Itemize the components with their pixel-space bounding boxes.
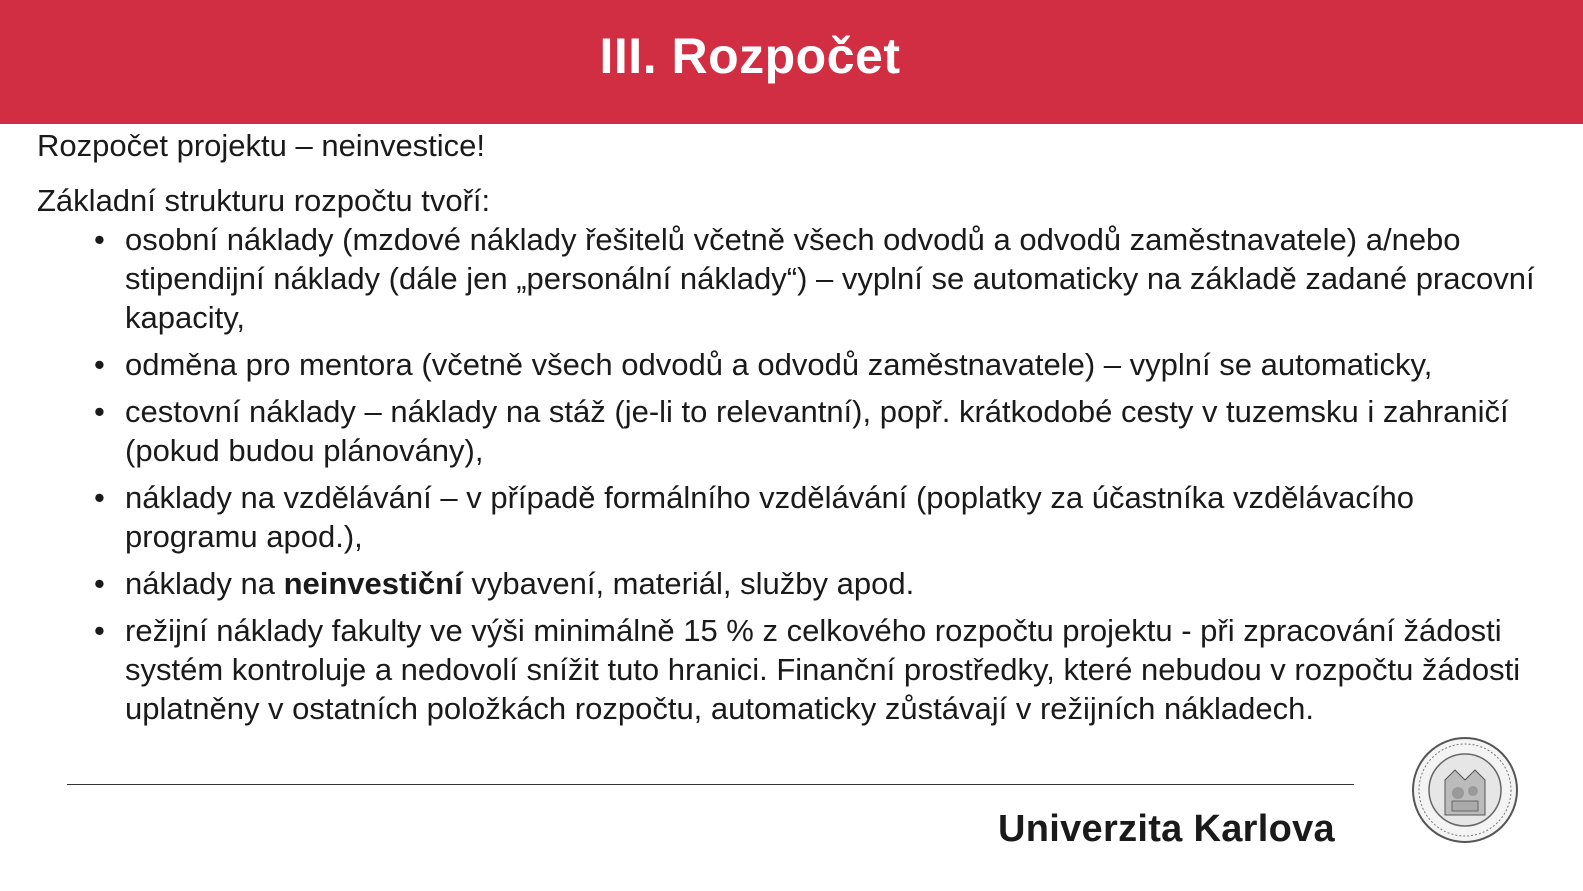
list-item-text: cestovní náklady – náklady na stáž (je-li to relevantní), popř. krátkodobé cesty v tuzemsku i zahraničí (pokud budou plánovány), [125,394,1509,468]
list-item [94,345,1537,384]
list-item-text-before: náklady na [125,566,284,601]
list-item [94,392,1537,470]
slide-title: III. Rozpočet [599,28,901,84]
bullet-icon: • [94,480,105,515]
list-item [94,478,1537,556]
bullet-icon: • [94,613,105,648]
list-item [94,220,1537,337]
list-item-text: náklady na vzdělávání – v případě formálního vzdělávání (poplatky za účastníka vzdělávacího programu apod.), [125,480,1414,554]
list-item-text: odměna pro mentora (včetně všech odvodů a odvodů zaměstnavatele) – vyplní se automaticky, [125,347,1433,382]
bullet-icon: • [94,222,105,257]
budget-items-list [37,220,1537,728]
bullet-icon: • [94,566,105,601]
university-name: Univerzita Karlova [998,808,1335,850]
header-bar [0,0,1583,124]
structure-heading: Základní strukturu rozpočtu tvoří: [37,183,491,218]
list-item-text-after: vybavení, materiál, služby apod. [462,566,915,601]
university-seal-icon [1410,735,1520,845]
footer-divider [67,784,1354,785]
list-item [94,611,1537,728]
bullet-icon: • [94,394,105,429]
list-item-text: režijní náklady fakulty ve výši minimálně 15 % z celkového rozpočtu projektu - při zpracování žádosti systém kontroluje a nedovolí snížit tuto hranici. Finanční prostředky, které nebudou v rozpočtu žádosti uplatněny v ostatních položkách rozpočtu, automaticky zůstávají v režijních nákladech. [125,613,1521,726]
list-item [94,564,1537,603]
bullet-icon: • [94,347,105,382]
list-item-text-bold: neinvestiční [283,566,463,601]
slide-content [37,126,1537,736]
intro-text: Rozpočet projektu – neinvestice! [37,128,486,163]
list-item-text: osobní náklady (mzdové náklady řešitelů včetně všech odvodů a odvodů zaměstnavatele) a/nebo stipendijní náklady (dále jen „personální náklady“) – vyplní se automaticky na základě zadané pracovní kapacity, [125,222,1535,335]
